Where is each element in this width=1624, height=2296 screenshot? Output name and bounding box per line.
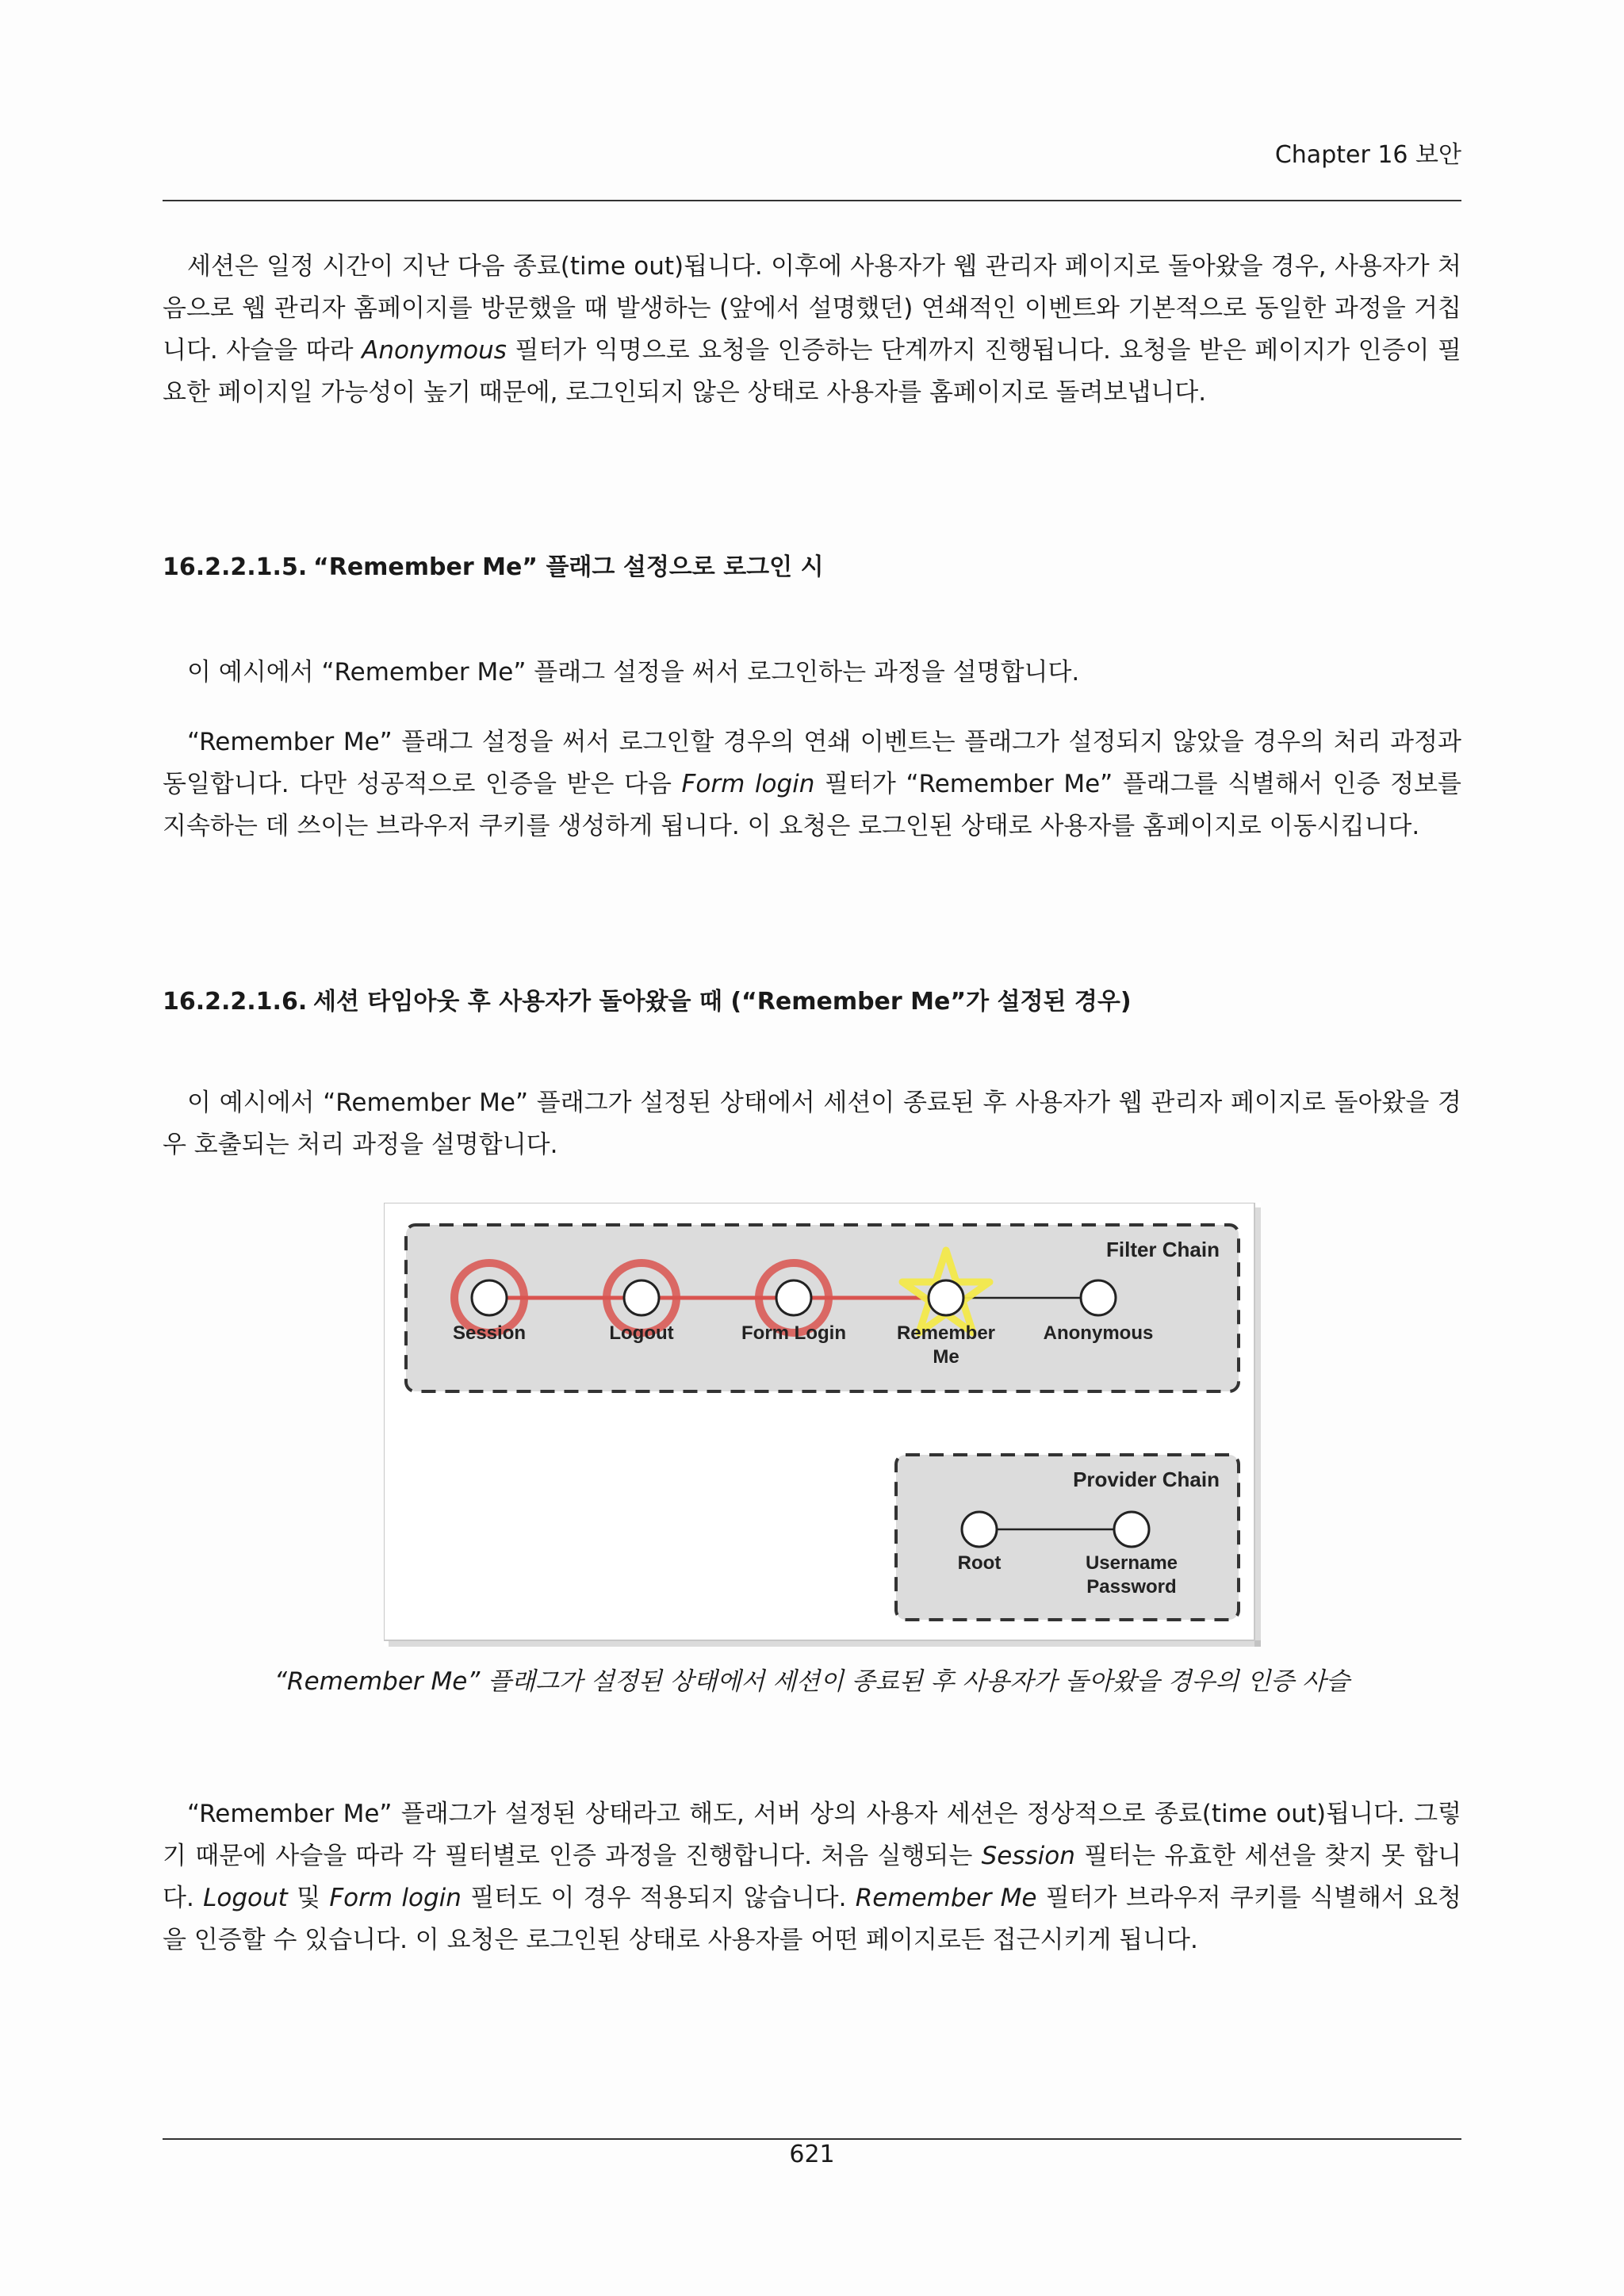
provider-label-root: Root bbox=[957, 1552, 1002, 1574]
form-login-term: Form login bbox=[329, 1884, 462, 1912]
logout-node bbox=[624, 1280, 659, 1315]
filter-label-remember: Remember bbox=[896, 1322, 996, 1344]
session-node bbox=[472, 1280, 507, 1315]
authentication-chain-diagram bbox=[384, 1203, 1261, 1647]
section1-paragraph-1: 이 예시에서 “Remember Me” 플래그 설정을 써서 로그인하는 과정을 설명합니다. bbox=[187, 658, 1080, 687]
filter-label-anonymous: Anonymous bbox=[1043, 1322, 1154, 1344]
page-number: 621 bbox=[789, 2141, 835, 2168]
filter-label-session: Session bbox=[452, 1322, 527, 1344]
remember-me-node bbox=[929, 1280, 963, 1315]
session-term: Session bbox=[981, 1842, 1075, 1870]
section1-paragraph-2: “Remember Me” 플래그 설정을 써서 로그인할 경우의 연쇄 이벤트는 플래그가 설정되지 않았을 경우의 처리 과정과 동일합니다. 다만 성공적으로 인증을 받은 다음 Form login 필터가 “Remember Me” 플래그를 식별해서 인증 정보를 지속하는 데 쓰이는 브라우저 쿠키를 생성하게 됩니다. 이 요청은 로그인된 상태로 사용자를 홈페이지로 이동시킵니다. bbox=[163, 728, 1461, 840]
username-provider-node bbox=[1114, 1512, 1149, 1547]
filter-label-form-login: Form Login bbox=[741, 1322, 846, 1344]
filter-chain-title: Filter Chain bbox=[1105, 1238, 1220, 1261]
filter-label-me: Me bbox=[933, 1346, 959, 1368]
anonymous-node bbox=[1081, 1280, 1116, 1315]
closing-paragraph: “Remember Me” 플래그가 설정된 상태라고 해도, 서버 상의 사용자 세션은 정상적으로 종료(time out)됩니다. 그렇기 때문에 사슬을 따라 각 필터별로 인증 과정을 진행합니다. 처음 실행되는 Session 필터는 유효한 세션을 찾지 못 합니다. Logout 및 Form login 필터도 이 경우 적용되지 않습니다. Remember Me 필터가 브라우저 쿠키를 식별해서 요청을 인증할 수 있습니다. 이 요청은 로그인된 상태로 사용자를 어떤 페이지로든 접근시키게 됩니다. bbox=[163, 1800, 1462, 1954]
provider-label-username: Username bbox=[1085, 1552, 1178, 1574]
chapter-header: Chapter 16 보안 bbox=[1274, 141, 1461, 169]
form-login-node bbox=[776, 1280, 811, 1315]
anonymous-term: Anonymous bbox=[362, 336, 507, 365]
figure-caption: “Remember Me” 플래그가 설정된 상태에서 세션이 종료된 후 사용자가 돌아왔을 경우의 인증 사슬 bbox=[274, 1667, 1350, 1696]
section-number: 16.2.2.1.5. bbox=[163, 553, 308, 581]
intro-paragraph: 세션은 일정 시간이 지난 다음 종료(time out)됩니다. 이후에 사용자가 웹 관리자 페이지로 돌아왔을 경우, 사용자가 처음으로 웹 관리자 홈페이지를 방문했을 때 발생하는 (앞에서 설명했던) 연쇄적인 이벤트와 기본적으로 동일한 과정을 거칩니다. 사슬을 따라 Anonymous 필터가 익명으로 요청을 인증하는 단계까지 진행됩니다. 요청을 받은 페이지가 인증이 필요한 페이지일 가능성이 높기 때문에, 로그인되지 않은 상태로 사용자를 홈페이지로 돌려보냅니다. bbox=[163, 252, 1461, 407]
header-rule bbox=[163, 200, 1461, 201]
provider-label-password: Password bbox=[1086, 1576, 1177, 1598]
section-title: “Remember Me” 플래그 설정으로 로그인 시 bbox=[313, 553, 824, 581]
section2-paragraph-1: 이 예시에서 “Remember Me” 플래그가 설정된 상태에서 세션이 종료된 후 사용자가 웹 관리자 페이지로 돌아왔을 경우 호출되는 처리 과정을 설명합니다. bbox=[163, 1089, 1461, 1159]
section-title: 세션 타임아웃 후 사용자가 돌아왔을 때 (“Remember Me”가 설정된 경우) bbox=[313, 988, 1132, 1016]
form-login-term: Form login bbox=[681, 770, 815, 798]
root-provider-node bbox=[962, 1512, 997, 1547]
footer-rule bbox=[163, 2138, 1461, 2140]
section-heading-2 bbox=[163, 982, 1132, 1016]
provider-chain-title: Provider Chain bbox=[1073, 1468, 1220, 1491]
section-heading-1 bbox=[163, 547, 824, 582]
logout-term: Logout bbox=[203, 1884, 288, 1912]
section-number: 16.2.2.1.6. bbox=[163, 988, 308, 1016]
remember-me-term: Remember Me bbox=[855, 1884, 1037, 1912]
filter-label-logout: Logout bbox=[609, 1322, 674, 1344]
